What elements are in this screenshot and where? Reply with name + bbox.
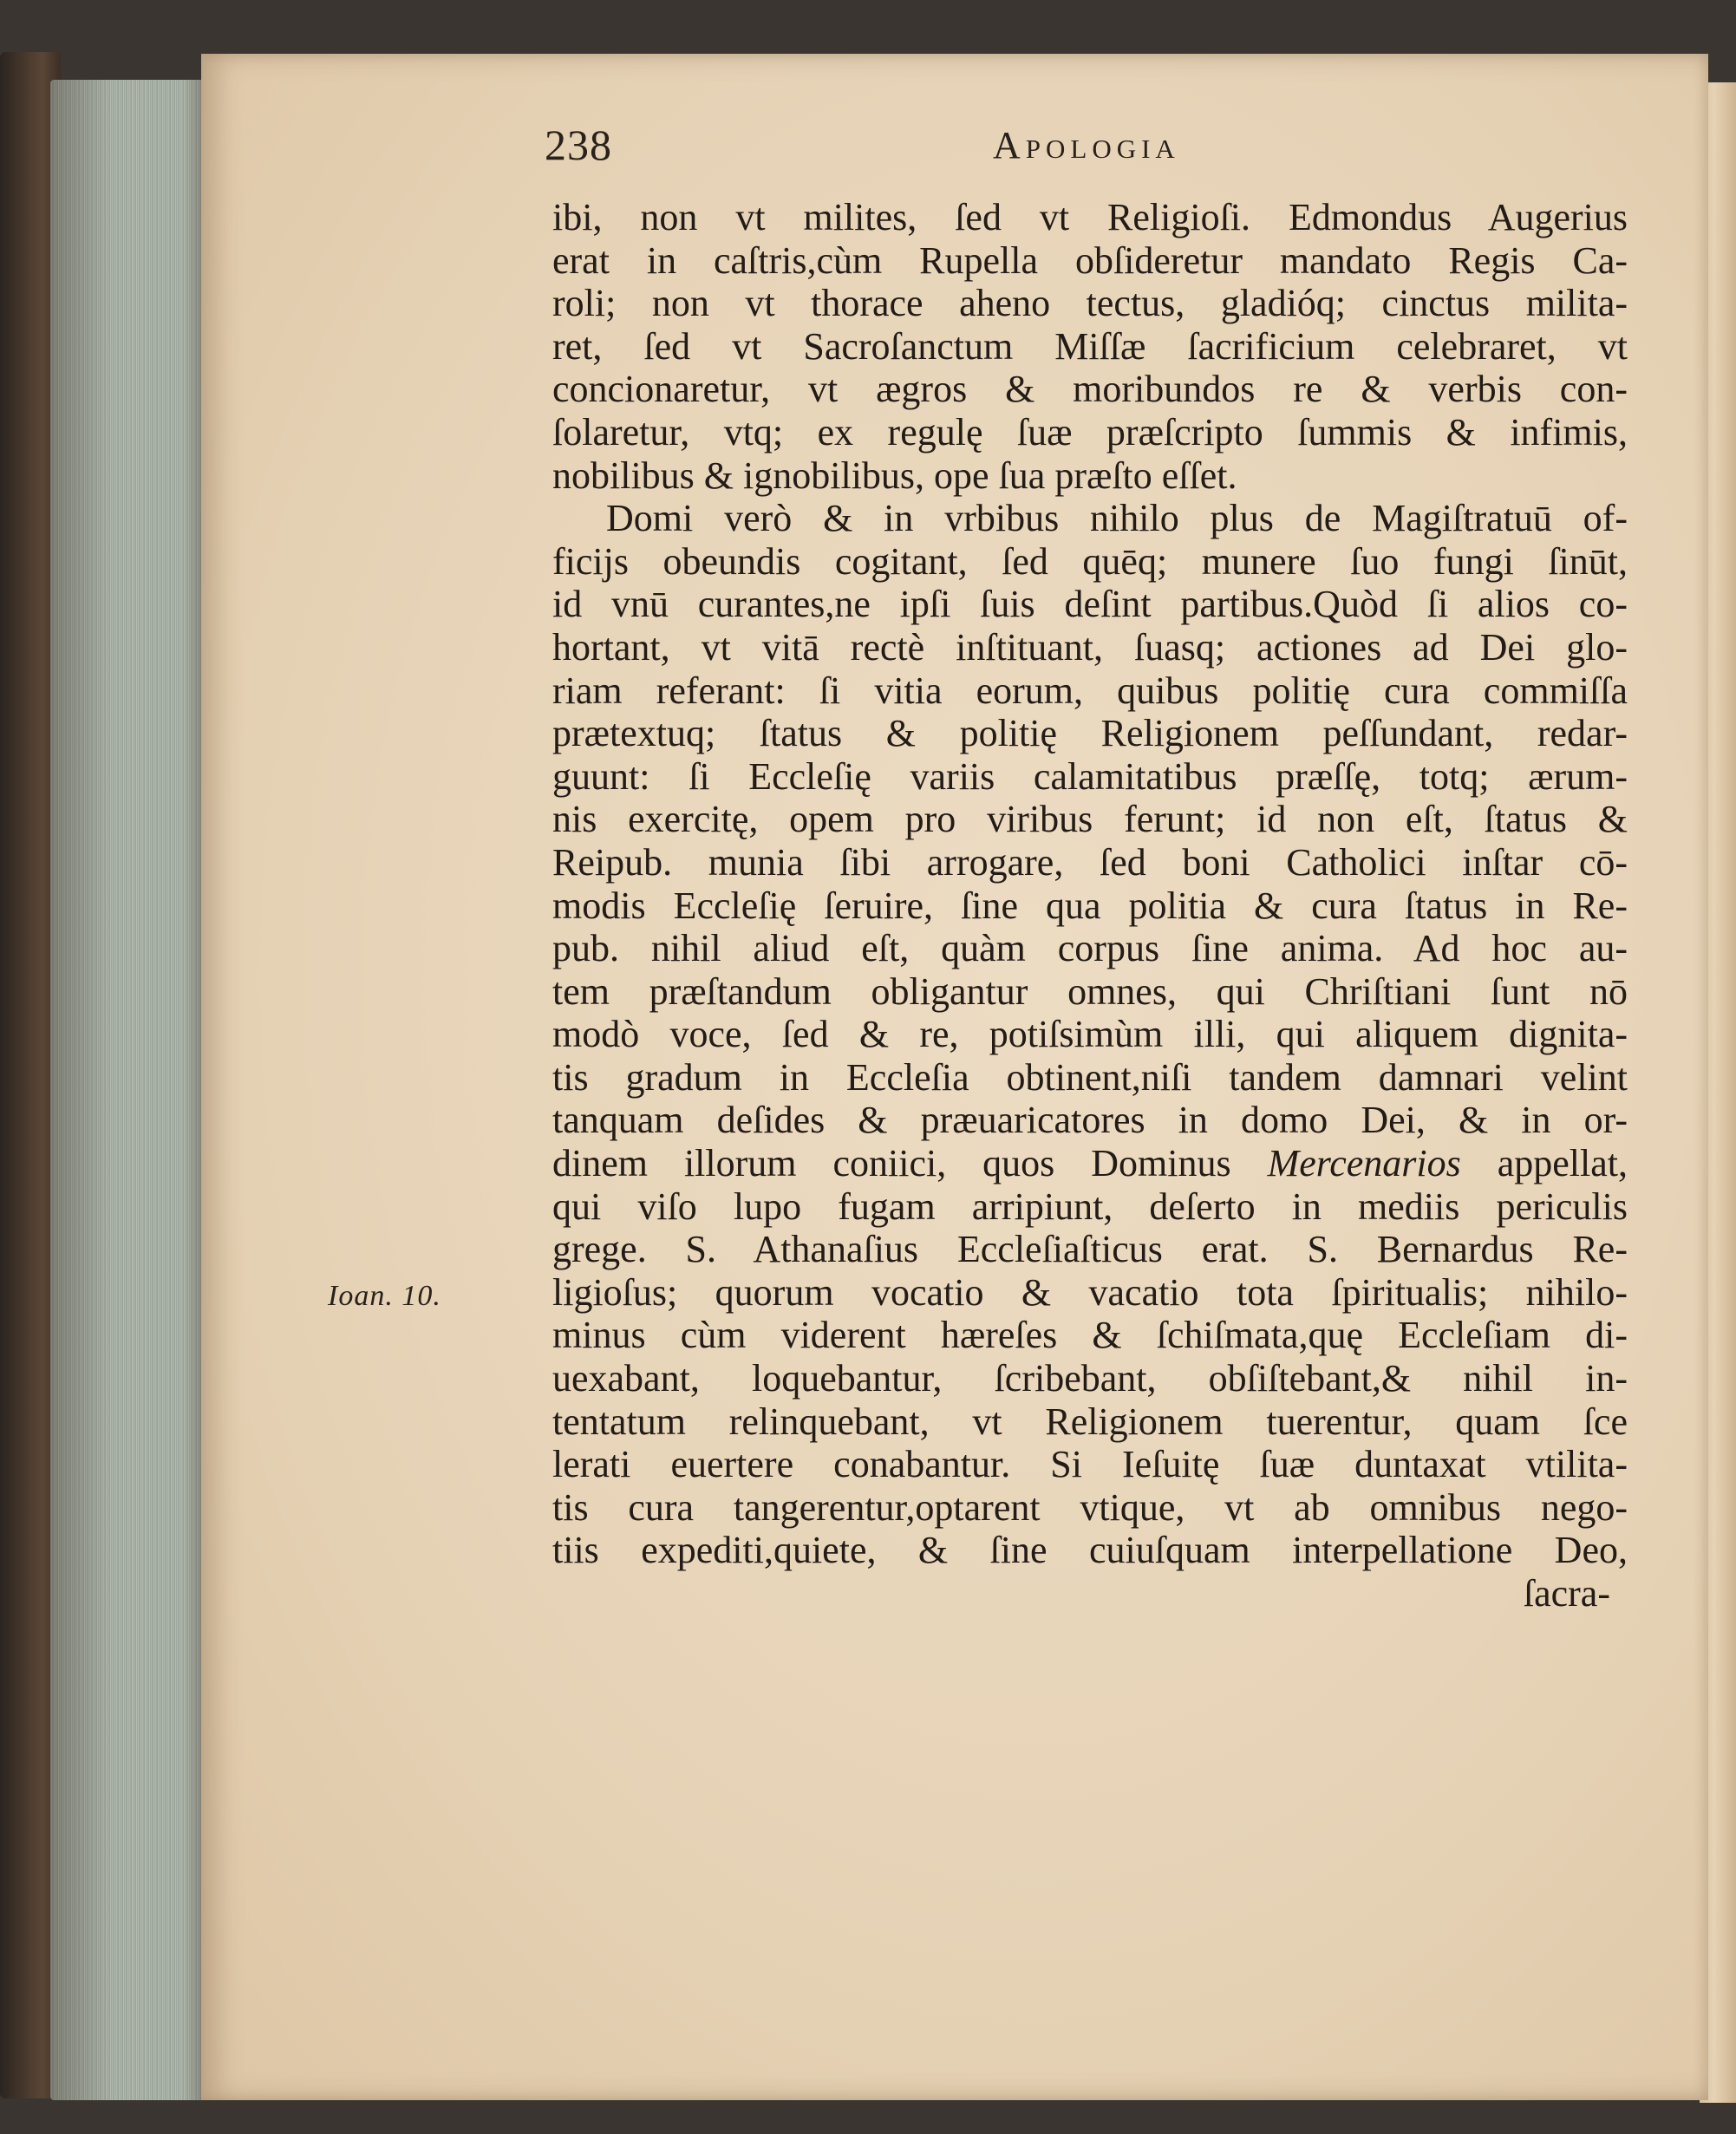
margin-note: Ioan. 10. bbox=[328, 1280, 441, 1312]
text-segment: dinem illorum coniici, quos Dominus bbox=[552, 1142, 1268, 1185]
text-line: nis exercitę, opem pro viribus ferunt; id non eſt, ſtatus & bbox=[552, 798, 1628, 841]
text-line: hortant, vt vitā rectè inſtituant, ſuasq; actiones ad Dei glo- bbox=[552, 625, 1628, 669]
text-line: roli; non vt thorace aheno tectus, gladióq; cinctus milita- bbox=[552, 282, 1628, 325]
text-line: ret, ſed vt Sacroſanctum Miſſæ ſacrificium celebraret, vt bbox=[552, 324, 1628, 368]
page-header bbox=[545, 120, 1420, 180]
text-line: concionaretur, vt ægros & moribundos re & verbis con- bbox=[552, 368, 1628, 411]
text-line: ſolaretur, vtq; ex regulę ſuæ præſcripto ſummis & infimis, bbox=[552, 410, 1628, 454]
page-fore-edge bbox=[50, 80, 206, 2100]
text-line: tis cura tangerentur,optarent vtique, vt ab omnibus nego- bbox=[552, 1485, 1628, 1529]
text-line: id vnū curantes,ne ipſi ſuis deſint partibus.Quòd ſi alios co- bbox=[552, 583, 1628, 626]
text-line: ibi, non vt milites, ſed vt Religioſi. Edmondus Augerius bbox=[552, 196, 1628, 238]
text-line: tem præſtandum obligantur omnes, qui Chriſtiani ſunt nō bbox=[552, 969, 1628, 1013]
text-line: tanquam deſides & præuaricatores in domo Dei, & in or- bbox=[552, 1099, 1628, 1142]
text-line: tiis expediti,quiete, & ſine cuiuſquam interpellatione Deo, bbox=[552, 1529, 1628, 1572]
text-line: erat in caſtris,cùm Rupella obſideretur mandato Regis Ca- bbox=[552, 238, 1628, 282]
text-line: ligioſus; quorum vocatio & vacatio tota ſpiritualis; nihilo- bbox=[552, 1270, 1628, 1314]
running-title: Apologia bbox=[993, 124, 1180, 166]
text-line: tentatum relinquebant, vt Religionem tuerentur, quam ſce bbox=[552, 1400, 1628, 1443]
text-line: ficijs obeundis cogitant, ſed quēq; munere ſuo fungi ſinūt, bbox=[552, 539, 1628, 583]
text-line: qui viſo lupo fugam arripiunt, deſerto in mediis periculis bbox=[552, 1184, 1628, 1228]
text-line: prætextuq; ſtatus & politię Religionem peſſundant, redar- bbox=[552, 712, 1628, 755]
body-text bbox=[552, 196, 1628, 1615]
italic-word: Mercenarios bbox=[1267, 1142, 1461, 1185]
text-line: lerati euertere conabantur. Si Ieſuitę ſuæ duntaxat vtilita- bbox=[552, 1443, 1628, 1486]
text-line: modis Eccleſię ſeruire, ſine qua politia & cura ſtatus in Re- bbox=[552, 884, 1628, 927]
text-line: uexabant, loquebantur, ſcribebant, obſiſtebant,& nihil in- bbox=[552, 1357, 1628, 1400]
text-segment: appellat, bbox=[1460, 1142, 1628, 1185]
text-line: pub. nihil aliud eſt, quàm corpus ſine anima. Ad hoc au- bbox=[552, 927, 1628, 970]
page-number: 238 bbox=[545, 121, 612, 169]
text-line: riam referant: ſi vitia eorum, quibus politię cura commiſſa bbox=[552, 669, 1628, 712]
text-line: tis gradum in Eccleſia obtinent,niſi tandem damnari velint bbox=[552, 1055, 1628, 1099]
catchword: ſacra- bbox=[1523, 1572, 1610, 1615]
text-line: Domi verò & in vrbibus nihilo plus de Magiſtratuū of- bbox=[606, 497, 1628, 540]
text-line-with-italic bbox=[552, 1142, 1628, 1185]
text-line: Reipub. munia ſibi arrogare, ſed boni Catholici inſtar cō- bbox=[552, 840, 1628, 884]
text-line: minus cùm viderent hæreſes & ſchiſmata,quę Eccleſiam di- bbox=[552, 1314, 1628, 1357]
text-line: grege. S. Athanaſius Eccleſiaſticus erat. S. Bernardus Re- bbox=[552, 1228, 1628, 1271]
text-line: nobilibus & ignobilibus, ope ſua præſto eſſet. bbox=[552, 454, 1237, 497]
text-line: modò voce, ſed & re, potiſsimùm illi, qui aliquem dignita- bbox=[552, 1013, 1628, 1056]
text-line: guunt: ſi Eccleſię variis calamitatibus præſſę, totq; ærum- bbox=[552, 754, 1628, 798]
